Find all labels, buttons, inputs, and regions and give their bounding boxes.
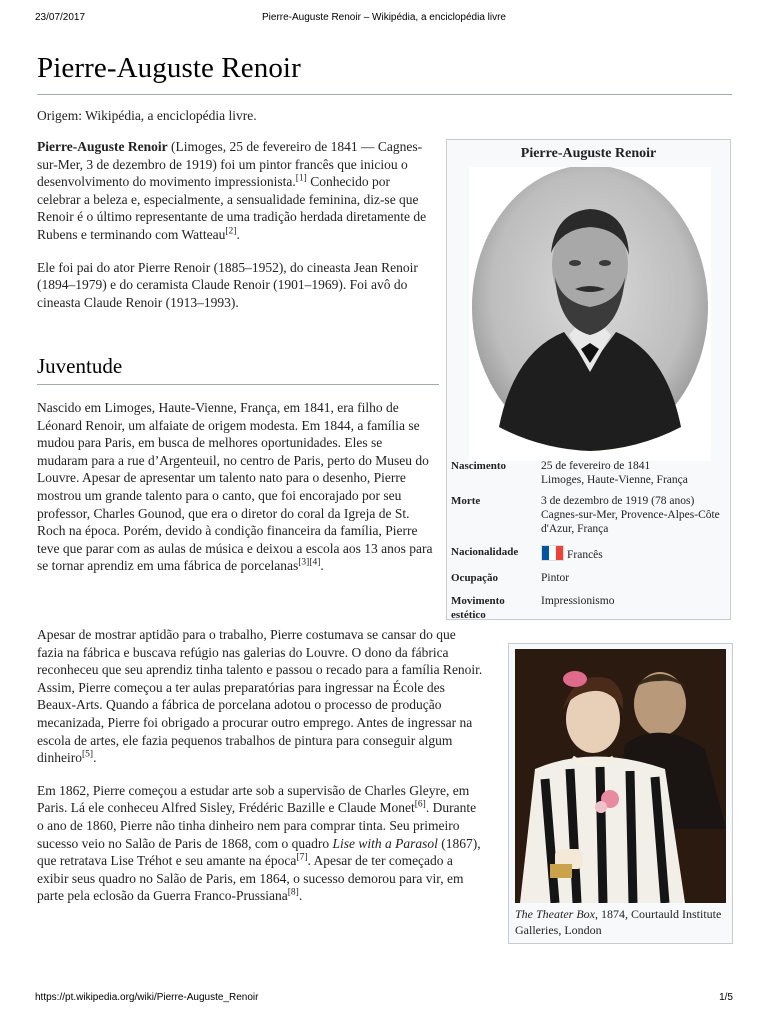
juventude-part-2 [37, 626, 485, 905]
infobox-value: Pintor [541, 572, 570, 584]
portrait-photo[interactable] [469, 167, 711, 461]
infobox-value: Impressionismo [541, 595, 615, 607]
infobox-key: Ocupação [451, 572, 499, 584]
infobox [446, 139, 731, 620]
infobox-value: Francês [541, 545, 726, 562]
print-date: 23/07/2017 [35, 12, 86, 23]
juventude-paragraph-3: Em 1862, Pierre começou a estudar arte sob a supervisão de Charles Gleyre, em Paris. Lá ele conheceu Alfred Sisley, Frédéric Bazille e Claude Monet[6]. Durante o ano de 1860, Pierre não tinha dinheiro nem para comprar tinta. Seu primeiro sucesso veio no Salão de Paris de 1868, com o quadro Lise with a Parasol (1867), que retratava Lise Tréhot e seu amante na época[7]. Apesar de ter começado a exibir seus quadro no Salão de Paris, em 1864, o sucesso demorou para vir, em parte pela eclosão da Guerra Franco-Prussiana[8]. [37, 782, 481, 904]
section-underline [37, 384, 439, 385]
portrait-image [469, 167, 711, 461]
print-footer [35, 992, 733, 1006]
juventude-paragraph-1: Nascido em Limoges, Haute-Vienne, França, em 1841, era filho de Léonard Renoir, um alfaiate de origem modesta. Em 1844, a família se mudou para Paris, em busca de melhores oportunidades. Eles se mudaram para a rue d’Argenteuil, no centro de Paris, perto do Museu do Louvre. Apesar de apresentar um talento nato para o desenho, Pierre mostrou um grande talento para o canto, que foi encorajado por seu professor, Charles Gounod, que era o diretor do coral da Igreja de St. Roch na época. Porém, devido à condição financeira da família, Pierre teve que parar com as aulas de música e deixou a escola aos 13 anos para se tornar aprendiz em uma fábrica de porcelanas[3][4]. [37, 400, 433, 574]
print-doc-title: Pierre-Auguste Renoir – Wikipédia, a enciclopédia livre [261, 12, 506, 23]
intro-paragraph-1: Pierre-Auguste Renoir (Limoges, 25 de fevereiro de 1841 — Cagnes-sur-Mer, 3 de dezembro de 1919) foi um pintor francês que iniciou o desenvolvimento do movimento impressionista.[1] Conhecido por celebrar a beleza e, especialmente, a sensualidade feminina, diz-se que Renoir é o último representante de uma tradição herdada diretamente de Rubens e terminando com Watteau[2]. [37, 139, 427, 242]
print-header [35, 12, 733, 26]
print-url: https://pt.wikipedia.org/wiki/Pierre-Auguste_Renoir [35, 992, 259, 1003]
from-wikipedia: Origem: Wikipédia, a enciclopédia livre. [37, 108, 257, 123]
painting-caption: The Theater Box, 1874, Courtauld Institute Galleries, London [515, 907, 722, 937]
ref-3-4-link[interactable]: [3][4] [298, 557, 321, 568]
juventude-paragraph-2: Apesar de mostrar aptidão para o trabalho, Pierre costumava se cansar do que fazia na fábrica e buscava refúgio nas galerias do Louvre. O dono da fábrica reconheceu que seu aprendiz tinha talento e passou o recado para a família Renoir. Assim, Pierre começou a ter aulas preparatórias para ingressar na École des Beaux-Arts. Quando a fábrica de porcelana adotou o processo de produção mecanizada, Pierre foi obrigado a procurar outro emprego. Antes de ingressar na escola de artes, ele fazia pequenos trabalhos de pintura para conseguir algum dinheiro[5]. [37, 627, 483, 766]
infobox-key: Nacionalidade [451, 546, 519, 558]
ref-2-link[interactable]: [2] [225, 226, 237, 237]
section-heading-juventude: Juventude [37, 354, 123, 378]
intro-section [37, 138, 433, 311]
title-underline [37, 94, 732, 95]
ref-7-link[interactable]: [7] [296, 852, 308, 863]
ref-8-link[interactable]: [8] [287, 887, 299, 898]
infobox-key: Nascimento [451, 460, 506, 472]
infobox-value: 3 de dezembro de 1919 (78 anos) Cagnes-sur-Mer, Provence-Alpes-Côte d'Azur, França [541, 495, 720, 535]
infobox-key: Movimento estético [451, 595, 505, 621]
painting-title: Lise with a Parasol [332, 835, 438, 851]
intro-paragraph-2: Ele foi pai do ator Pierre Renoir (1885–1952), do cineasta Jean Renoir (1894–1979) e do ceramista Claude Renoir (1901–1969). Foi avô do cineasta Claude Renoir (1913–1993). [37, 259, 418, 310]
infobox-key: Morte [451, 495, 481, 507]
ref-1-link[interactable]: [1] [295, 173, 307, 184]
ref-5-link[interactable]: [5] [82, 749, 94, 760]
infobox-value: 25 de fevereiro de 1841 Limoges, Haute-Vienne, França [541, 460, 688, 486]
painting-thumbnail [508, 643, 733, 944]
subject-name: Pierre-Auguste Renoir [37, 139, 168, 154]
print-page-number: 1/5 [719, 992, 733, 1003]
ref-6-link[interactable]: [6] [414, 799, 426, 810]
juventude-part-1 [37, 399, 433, 575]
theater-box-painting [515, 649, 726, 903]
infobox-title: Pierre-Auguste Renoir [520, 146, 657, 161]
page-title: Pierre-Auguste Renoir [37, 52, 301, 84]
france-flag-icon [541, 545, 564, 561]
theater-box-image[interactable] [515, 649, 726, 903]
painting-caption-title: The Theater Box [515, 907, 595, 921]
